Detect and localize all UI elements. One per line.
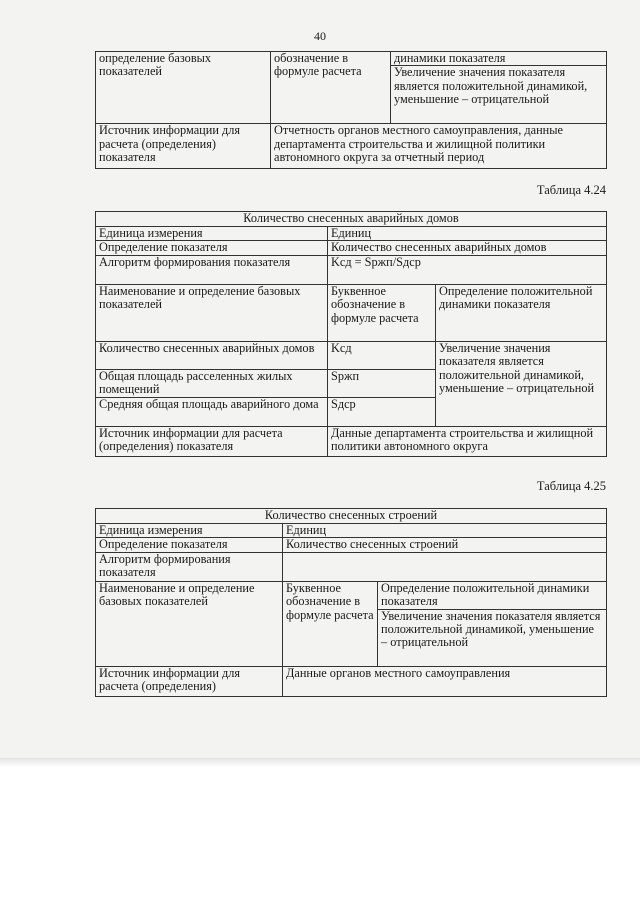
t424-src-value: Данные департамента строительства и жилищной политики автономного округа: [328, 426, 607, 456]
t425-dyn-text: Увеличение значения показателя является положительной динамикой, уменьшение – отрицательной: [378, 609, 607, 666]
cont-letter-label: обозначение в формуле расчета: [271, 52, 391, 124]
t424-row-sym: Sржп: [328, 369, 436, 397]
t424-hdr-dyn: Определение положительной динамики показателя: [436, 284, 607, 341]
t424-def-label: Определение показателя: [96, 241, 328, 255]
t425-def-label: Определение показателя: [96, 538, 283, 552]
page-number: 40: [314, 29, 326, 43]
t425-algo-label: Алгоритм формирования показателя: [96, 552, 283, 581]
cont-source-value: Отчетность органов местного самоуправления, данные департамента строительства и жилищной политики автономного округа за отчетный период: [271, 124, 607, 169]
table-424-caption: Таблица 4.24: [536, 183, 606, 197]
t424-row-name: Общая площадь расселенных жилых помещений: [96, 369, 328, 397]
t425-hdr-letter: Буквенное обозначение в формуле расчета: [283, 581, 378, 666]
cont-dyn-header: динамики показателя: [391, 52, 607, 66]
t424-row-name: Средняя общая площадь аварийного дома: [96, 397, 328, 426]
cont-base-label: определение базовых показателей: [96, 52, 271, 124]
t425-unit-label: Единица измерения: [96, 524, 283, 538]
t425-algo-value: [283, 552, 607, 581]
t424-def-value: Количество снесенных аварийных домов: [328, 241, 607, 255]
table-4-24: [95, 211, 607, 457]
t424-hdr-letter: Буквенное обозначение в формуле расчета: [328, 284, 436, 341]
t424-row-name: Количество снесенных аварийных домов: [96, 341, 328, 369]
t424-title: Количество снесенных аварийных домов: [96, 212, 607, 227]
t424-row-sym: Sдср: [328, 397, 436, 426]
t424-src-label: Источник информации для расчета (определения) показателя: [96, 426, 328, 456]
t424-dyn-text: Увеличение значения показателя является положительной динамикой, уменьшение – отрицательной: [436, 341, 607, 426]
t425-hdr-dyn: Определение положительной динамики показателя: [378, 581, 607, 609]
t424-hdr-base: Наименование и определение базовых показателей: [96, 284, 328, 341]
cont-dyn-text: Увеличение значения показателя является положительной динамикой, уменьшение – отрицательной: [391, 66, 607, 124]
t425-def-value: Количество снесенных строений: [283, 538, 607, 552]
t424-row-sym: Kсд: [328, 341, 436, 369]
t425-unit-value: Единиц: [283, 524, 607, 538]
t425-src-value: Данные органов местного самоуправления: [283, 666, 607, 696]
cont-source-label: Источник информации для расчета (определения) показателя: [96, 124, 271, 169]
t424-unit-label: Единица измерения: [96, 227, 328, 241]
t425-src-label: Источник информации для расчета (определения): [96, 666, 283, 696]
t424-unit-value: Единиц: [328, 227, 607, 241]
table-4-25: [95, 508, 607, 697]
t424-algo-label: Алгоритм формирования показателя: [96, 255, 328, 284]
table-continued: [95, 51, 607, 169]
t425-title: Количество снесенных строений: [96, 509, 607, 524]
t425-hdr-base: Наименование и определение базовых показателей: [96, 581, 283, 666]
t424-algo-value: Kсд = Sржп/Sдср: [328, 255, 607, 284]
page-edge-shadow: [0, 758, 640, 767]
table-425-caption: Таблица 4.25: [536, 479, 606, 493]
